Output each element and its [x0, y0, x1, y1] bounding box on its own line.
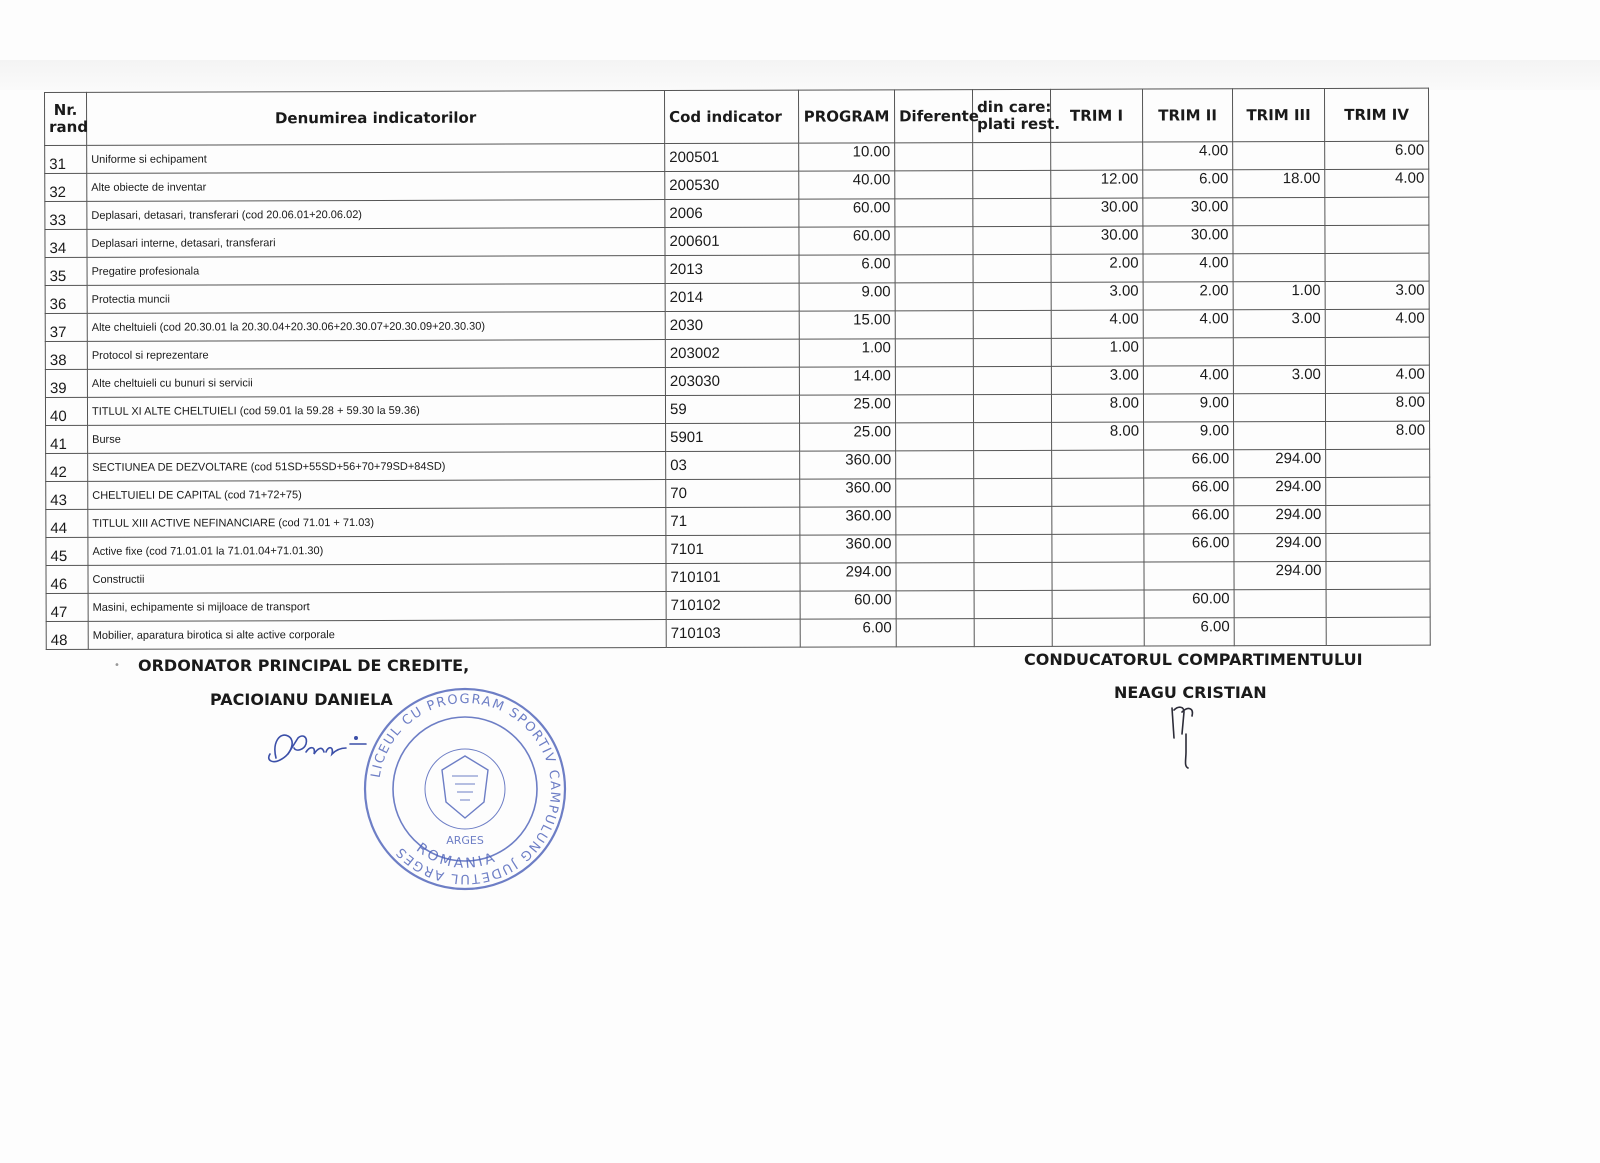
cell-program: 294.00 [800, 563, 896, 591]
table-row [46, 421, 1430, 453]
cell-trim-3 [1233, 337, 1325, 365]
cell-trim-4 [1325, 337, 1429, 365]
cell-trim-4 [1325, 253, 1429, 281]
cell-cod-indicator: 2030 [665, 311, 799, 339]
cell-nr-rand: 44 [46, 509, 88, 537]
cell-trim-1: 8.00 [1052, 422, 1144, 450]
cell-trim-2: 4.00 [1143, 310, 1233, 338]
cell-cod-indicator: 200501 [665, 143, 799, 171]
cell-denumire: Pregatire profesionala [87, 256, 665, 286]
table-row [46, 589, 1430, 621]
table-row [45, 393, 1429, 425]
cell-diferente [895, 339, 973, 367]
cell-trim-4 [1326, 533, 1430, 561]
cell-nr-rand: 32 [45, 173, 87, 201]
handwritten-signature-right [1150, 690, 1210, 775]
cell-plati-rest [973, 366, 1051, 394]
cell-denumire: Protectia muncii [87, 284, 665, 314]
cell-nr-rand: 43 [46, 481, 88, 509]
ordonator-title: ORDONATOR PRINCIPAL DE CREDITE, [138, 656, 470, 675]
table-row [45, 337, 1429, 369]
stamp-bottom-text: ROMANIA [413, 840, 500, 872]
header-din-care-line1: din care: [977, 97, 1052, 117]
cell-denumire: Mobilier, aparatura birotica si alte active corporale [88, 620, 666, 650]
cell-trim-2: 4.00 [1143, 142, 1233, 170]
cell-trim-3: 294.00 [1234, 533, 1326, 561]
cell-plati-rest [973, 254, 1051, 282]
cell-trim-1 [1052, 450, 1144, 478]
header-nr-line2: rand [49, 117, 89, 136]
cell-plati-rest [973, 310, 1051, 338]
cell-denumire: Constructii [88, 564, 666, 594]
cell-denumire: Burse [88, 424, 666, 454]
cell-cod-indicator: 2014 [665, 283, 799, 311]
cell-trim-2: 66.00 [1144, 450, 1234, 478]
cell-denumire: Alte cheltuieli cu bunuri si servicii [87, 368, 665, 398]
cell-trim-2: 2.00 [1143, 282, 1233, 310]
cell-denumire: Uniforme si echipament [87, 144, 665, 174]
cell-denumire: SECTIUNEA DE DEZVOLTARE (cod 51SD+55SD+56+70+79SD+84SD) [88, 452, 666, 482]
cell-trim-4 [1326, 561, 1430, 589]
cell-plati-rest [974, 422, 1052, 450]
cell-diferente [895, 255, 973, 283]
header-diferente: Diferente [894, 90, 972, 143]
cell-trim-4: 6.00 [1325, 141, 1429, 169]
cell-cod-indicator: 7101 [666, 535, 800, 563]
cell-diferente [896, 591, 974, 619]
cell-program: 60.00 [800, 591, 896, 619]
cell-program: 25.00 [799, 395, 895, 423]
cell-cod-indicator: 59 [665, 395, 799, 423]
cell-program: 10.00 [799, 143, 895, 171]
cell-program: 15.00 [799, 311, 895, 339]
cell-diferente [895, 367, 973, 395]
cell-trim-1: 8.00 [1051, 394, 1143, 422]
cell-trim-3 [1233, 141, 1325, 169]
cell-trim-3: 3.00 [1233, 309, 1325, 337]
cell-trim-4: 4.00 [1325, 365, 1429, 393]
cell-trim-3: 3.00 [1233, 365, 1325, 393]
official-stamp [360, 684, 570, 894]
table-row [45, 309, 1429, 341]
cell-plati-rest [974, 590, 1052, 618]
cell-trim-1 [1052, 506, 1144, 534]
cell-plati-rest [974, 478, 1052, 506]
cell-nr-rand: 46 [46, 565, 88, 593]
cell-program: 360.00 [800, 479, 896, 507]
cell-trim-3 [1234, 421, 1326, 449]
cell-diferente [896, 563, 974, 591]
cell-plati-rest [974, 618, 1052, 646]
cell-cod-indicator: 710103 [666, 619, 800, 647]
cell-nr-rand: 48 [46, 621, 88, 649]
cell-trim-2: 4.00 [1143, 254, 1233, 282]
cell-diferente [896, 451, 974, 479]
cell-diferente [896, 619, 974, 647]
cell-trim-3: 294.00 [1234, 505, 1326, 533]
conducator-name: NEAGU CRISTIAN [1114, 683, 1267, 702]
cell-trim-2 [1144, 562, 1234, 590]
cell-trim-2 [1143, 338, 1233, 366]
cell-diferente [895, 395, 973, 423]
cell-trim-2: 66.00 [1144, 534, 1234, 562]
cell-trim-3 [1234, 617, 1326, 645]
cell-trim-2: 9.00 [1143, 394, 1233, 422]
table-row [46, 477, 1430, 509]
table-row [45, 169, 1429, 201]
table-row [45, 281, 1429, 313]
cell-plati-rest [973, 394, 1051, 422]
table-row [46, 561, 1430, 593]
cell-denumire: Active fixe (cod 71.01.01 la 71.01.04+71.01.30) [88, 536, 666, 566]
cell-trim-1: 2.00 [1051, 254, 1143, 282]
header-nr-line1: Nr. [53, 100, 78, 119]
cell-trim-2: 30.00 [1143, 198, 1233, 226]
cell-program: 1.00 [799, 339, 895, 367]
cell-trim-1: 3.00 [1051, 366, 1143, 394]
cell-program: 14.00 [799, 367, 895, 395]
cell-trim-2: 9.00 [1144, 422, 1234, 450]
cell-nr-rand: 34 [45, 229, 87, 257]
cell-plati-rest [973, 142, 1051, 170]
table-row [45, 253, 1429, 285]
header-cod-indicator: Cod indicator [664, 90, 798, 143]
cell-trim-3 [1233, 393, 1325, 421]
cell-denumire: Deplasari, detasari, transferari (cod 20.06.01+20.06.02) [87, 200, 665, 230]
cell-trim-1: 12.00 [1051, 170, 1143, 198]
cell-cod-indicator: 203002 [665, 339, 799, 367]
cell-program: 6.00 [800, 619, 896, 647]
table-row [46, 449, 1430, 481]
cell-program: 360.00 [800, 507, 896, 535]
cell-trim-1: 4.00 [1051, 310, 1143, 338]
cell-nr-rand: 45 [46, 537, 88, 565]
cell-plati-rest [974, 450, 1052, 478]
cell-trim-1 [1052, 478, 1144, 506]
cell-cod-indicator: 03 [666, 451, 800, 479]
header-din-care-line2: plati rest. [977, 114, 1061, 134]
cell-cod-indicator: 71 [666, 507, 800, 535]
cell-cod-indicator: 2013 [665, 255, 799, 283]
cell-trim-4 [1326, 589, 1430, 617]
cell-nr-rand: 41 [46, 425, 88, 453]
cell-trim-1: 3.00 [1051, 282, 1143, 310]
cell-denumire: Alte cheltuieli (cod 20.30.01 la 20.30.04+20.30.06+20.30.07+20.30.09+20.30.30) [87, 312, 665, 342]
cell-cod-indicator: 200601 [665, 227, 799, 255]
cell-diferente [895, 199, 973, 227]
cell-cod-indicator: 710102 [666, 591, 800, 619]
stray-mark: • [114, 660, 120, 671]
cell-trim-4: 3.00 [1325, 281, 1429, 309]
cell-trim-3: 294.00 [1234, 449, 1326, 477]
cell-denumire: TITLUL XI ALTE CHELTUIELI (cod 59.01 la 59.28 + 59.30 la 59.36) [87, 396, 665, 426]
cell-nr-rand: 39 [45, 369, 87, 397]
cell-trim-1 [1051, 142, 1143, 170]
cell-diferente [896, 507, 974, 535]
budget-table [44, 88, 1431, 650]
cell-trim-2: 30.00 [1143, 226, 1233, 254]
header-din-care [972, 89, 1061, 142]
cell-trim-4: 4.00 [1325, 309, 1429, 337]
stamp-inner-text: ARGES [446, 834, 484, 847]
cell-denumire: Deplasari interne, detasari, transferari [87, 228, 665, 258]
cell-program: 60.00 [799, 227, 895, 255]
cell-cod-indicator: 200530 [665, 171, 799, 199]
cell-plati-rest [974, 534, 1052, 562]
cell-program: 25.00 [800, 423, 896, 451]
cell-plati-rest [973, 170, 1051, 198]
cell-nr-rand: 42 [46, 453, 88, 481]
table-row [45, 225, 1429, 257]
cell-trim-4 [1326, 477, 1430, 505]
cell-trim-4 [1326, 617, 1430, 645]
cell-trim-3 [1233, 253, 1325, 281]
cell-trim-3 [1233, 197, 1325, 225]
cell-trim-1: 30.00 [1051, 226, 1143, 254]
header-trim-4: TRIM IV [1324, 88, 1428, 141]
cell-trim-1 [1052, 618, 1144, 646]
cell-denumire: Masini, echipamente si mijloace de transport [88, 592, 666, 622]
cell-nr-rand: 47 [46, 593, 88, 621]
cell-trim-3 [1233, 225, 1325, 253]
cell-cod-indicator: 710101 [666, 563, 800, 591]
ordonator-name: PACIOIANU DANIELA [210, 690, 393, 709]
cell-nr-rand: 40 [45, 397, 87, 425]
cell-program: 360.00 [800, 535, 896, 563]
cell-trim-4: 8.00 [1326, 421, 1430, 449]
cell-trim-2: 6.00 [1144, 618, 1234, 646]
cell-nr-rand: 33 [45, 201, 87, 229]
cell-cod-indicator: 2006 [665, 199, 799, 227]
cell-trim-4 [1326, 449, 1430, 477]
cell-plati-rest [973, 282, 1051, 310]
stamp-outer-text: LICEUL CU PROGRAM SPORTIV CAMPULUNG JUDETUL ARGES [368, 691, 563, 887]
header-trim-3: TRIM III [1232, 88, 1324, 141]
cell-trim-4: 4.00 [1325, 169, 1429, 197]
table-row [46, 505, 1430, 537]
cell-plati-rest [974, 506, 1052, 534]
cell-diferente [895, 283, 973, 311]
cell-trim-3: 294.00 [1234, 477, 1326, 505]
cell-trim-4 [1326, 505, 1430, 533]
cell-trim-4 [1325, 225, 1429, 253]
cell-trim-4 [1325, 197, 1429, 225]
cell-trim-4: 8.00 [1325, 393, 1429, 421]
cell-diferente [896, 535, 974, 563]
cell-diferente [895, 143, 973, 171]
cell-denumire: TITLUL XIII ACTIVE NEFINANCIARE (cod 71.01 + 71.03) [88, 508, 666, 538]
cell-cod-indicator: 203030 [665, 367, 799, 395]
cell-trim-1 [1052, 562, 1144, 590]
cell-trim-2: 60.00 [1144, 590, 1234, 618]
budget-table-body [45, 141, 1431, 649]
scan-shadow-band [0, 60, 1600, 90]
cell-diferente [896, 479, 974, 507]
cell-denumire: CHELTUIELI DE CAPITAL (cod 71+72+75) [88, 480, 666, 510]
cell-nr-rand: 36 [45, 285, 87, 313]
cell-plati-rest [974, 562, 1052, 590]
cell-diferente [896, 423, 974, 451]
handwritten-signature-left [262, 724, 372, 774]
cell-plati-rest [973, 198, 1051, 226]
header-trim-1: TRIM I [1050, 89, 1142, 142]
cell-cod-indicator: 5901 [666, 423, 800, 451]
table-row [45, 141, 1429, 173]
cell-denumire: Alte obiecte de inventar [87, 172, 665, 202]
cell-program: 9.00 [799, 283, 895, 311]
cell-program: 60.00 [799, 199, 895, 227]
header-trim-2: TRIM II [1142, 89, 1232, 142]
cell-program: 40.00 [799, 171, 895, 199]
cell-trim-3 [1234, 589, 1326, 617]
cell-trim-1: 30.00 [1051, 198, 1143, 226]
cell-trim-2: 66.00 [1144, 478, 1234, 506]
header-program: PROGRAM [798, 90, 894, 143]
cell-diferente [895, 311, 973, 339]
cell-trim-2: 66.00 [1144, 506, 1234, 534]
cell-plati-rest [973, 226, 1051, 254]
cell-trim-3: 18.00 [1233, 169, 1325, 197]
cell-denumire: Protocol si reprezentare [87, 340, 665, 370]
cell-trim-3: 294.00 [1234, 561, 1326, 589]
cell-trim-2: 4.00 [1143, 366, 1233, 394]
table-row [45, 197, 1429, 229]
cell-nr-rand: 35 [45, 257, 87, 285]
cell-nr-rand: 38 [45, 341, 87, 369]
cell-trim-2: 6.00 [1143, 170, 1233, 198]
table-row [45, 365, 1429, 397]
cell-trim-1: 1.00 [1051, 338, 1143, 366]
cell-trim-3: 1.00 [1233, 281, 1325, 309]
cell-trim-1 [1052, 590, 1144, 618]
table-row [46, 617, 1430, 649]
cell-program: 6.00 [799, 255, 895, 283]
header-nr-rand [45, 92, 87, 145]
cell-nr-rand: 31 [45, 145, 87, 173]
cell-cod-indicator: 70 [666, 479, 800, 507]
conducator-title: CONDUCATORUL COMPARTIMENTULUI [1024, 650, 1363, 669]
cell-diferente [895, 227, 973, 255]
table-row [46, 533, 1430, 565]
cell-plati-rest [973, 338, 1051, 366]
table-header-row [45, 88, 1429, 145]
cell-diferente [895, 171, 973, 199]
cell-program: 360.00 [800, 451, 896, 479]
cell-nr-rand: 37 [45, 313, 87, 341]
cell-trim-1 [1052, 534, 1144, 562]
header-denumire: Denumirea indicatorilor [87, 91, 665, 146]
